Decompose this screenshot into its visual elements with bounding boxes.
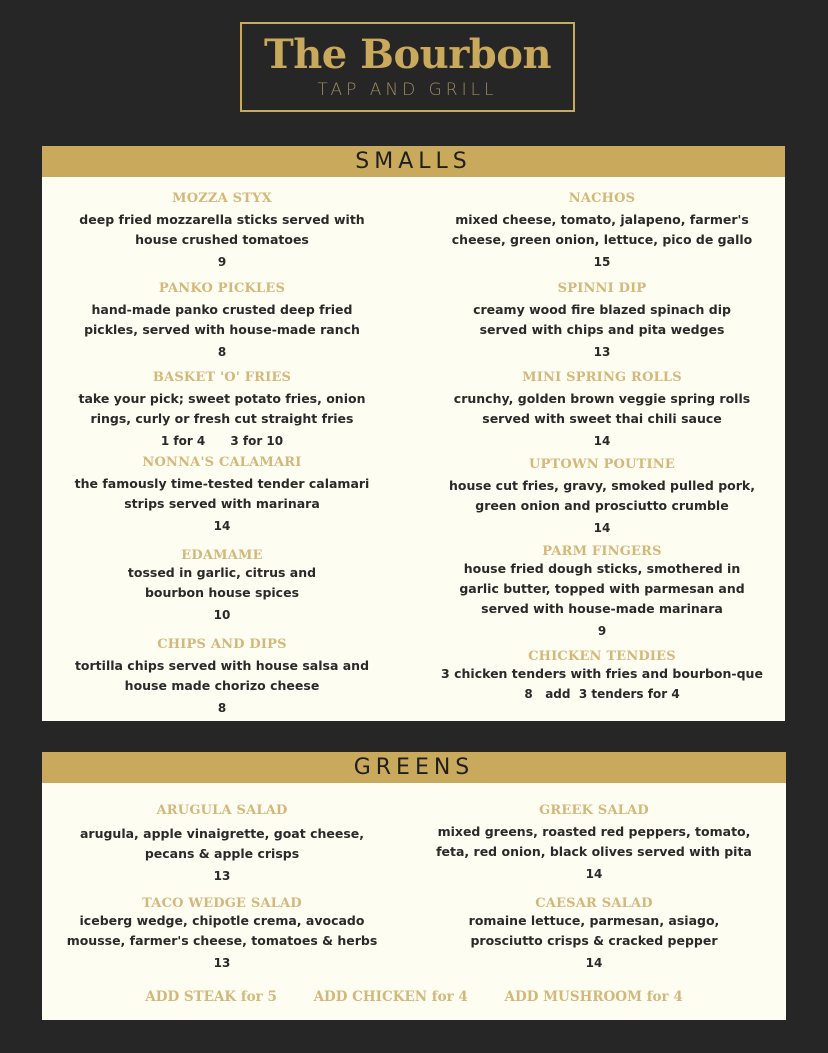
item-name: BASKET 'O' FRIES	[152, 370, 292, 385]
item-description: tossed in garlic, citrus and bourbon house spices	[127, 565, 317, 600]
restaurant-tagline: TAP AND GRILL	[317, 80, 498, 100]
item-price: 8	[217, 701, 227, 715]
item-price: 15	[593, 255, 611, 269]
item-price: 13	[213, 869, 231, 883]
item-description: iceberg wedge, chipotle crema, avocado mousse, farmer's cheese, tomatoes & herbs	[66, 913, 378, 948]
item-description: arugula, apple vinaigrette, goat cheese, pecans & apple crisps	[79, 826, 364, 861]
item-price: 14	[585, 867, 603, 881]
item-description: crunchy, golden brown veggie spring rolls served with sweet thai chili sauce	[453, 391, 751, 426]
item-name: NONNA'S CALAMARI	[142, 455, 302, 470]
menu-item-mozza-styx	[42, 190, 402, 272]
item-price: 14	[213, 519, 231, 533]
addon-mushroom: ADD MUSHROOM for 4	[504, 989, 683, 1005]
item-price: 13	[213, 956, 231, 970]
item-name: MOZZA STYX	[172, 191, 272, 206]
greens-section	[42, 752, 786, 1020]
item-description: take your pick; sweet potato fries, onion rings, curly or fresh cut straight fries	[78, 391, 366, 426]
item-description: house cut fries, gravy, smoked pulled pork, green onion and prosciutto crumble	[449, 478, 755, 513]
restaurant-name: The Bourbon	[263, 31, 552, 78]
item-price: 9	[597, 624, 607, 638]
item-price: 8	[217, 345, 227, 359]
menu-item-chips-and-dips	[42, 636, 402, 718]
menu-item-basket-o-fries	[42, 369, 402, 451]
item-description: house fried dough sticks, smothered in garlic butter, topped with parmesan and served with house-made marinara	[459, 561, 745, 616]
item-name: TACO WEDGE SALAD	[142, 896, 302, 911]
item-name: CHIPS AND DIPS	[157, 637, 287, 652]
menu-item-spinni-dip	[422, 280, 782, 362]
item-description: mixed cheese, tomato, jalapeno, farmer's cheese, green onion, lettuce, pico de gallo	[451, 212, 753, 247]
menu-item-caesar-salad	[414, 895, 774, 973]
item-name: EDAMAME	[181, 548, 263, 563]
addon-steak: ADD STEAK for 5	[145, 989, 277, 1005]
menu-item-arugula-salad	[42, 802, 402, 886]
item-description: romaine lettuce, parmesan, asiago, prosciutto crisps & cracked pepper	[468, 913, 720, 948]
item-description: the famously time-tested tender calamari strips served with marinara	[74, 476, 370, 511]
item-price: 13	[593, 345, 611, 359]
menu-item-taco-wedge-salad	[42, 895, 402, 973]
item-price: 14	[593, 434, 611, 448]
item-name: NACHOS	[568, 191, 636, 206]
item-name: SPINNI DIP	[557, 281, 647, 296]
item-name: CAESAR SALAD	[535, 896, 653, 911]
item-name: PARM FINGERS	[542, 544, 662, 559]
greens-heading: GREENS	[42, 752, 786, 783]
menu-item-nonnas-calamari	[42, 454, 402, 536]
item-name: CHICKEN TENDIES	[528, 649, 676, 664]
addon-chicken: ADD CHICKEN for 4	[313, 989, 468, 1005]
item-name: UPTOWN POUTINE	[529, 457, 675, 472]
menu-item-greek-salad	[414, 802, 774, 884]
item-name: PANKO PICKLES	[158, 281, 286, 296]
item-description: deep fried mozzarella sticks served with house crushed tomatoes	[79, 212, 365, 247]
item-price: 14	[593, 521, 611, 535]
menu-item-parm-fingers	[422, 543, 782, 641]
item-name: ARUGULA SALAD	[156, 803, 288, 818]
menu-item-edamame	[42, 547, 402, 625]
item-name: MINI SPRING ROLLS	[522, 370, 682, 385]
item-description: hand-made panko crusted deep fried pickles, served with house-made ranch	[84, 302, 360, 337]
item-price: 9	[217, 255, 227, 269]
menu-item-nachos	[422, 190, 782, 272]
menu-item-chicken-tendies	[422, 648, 782, 704]
salad-addons	[42, 989, 786, 1005]
menu-item-panko-pickles	[42, 280, 402, 362]
item-price: 1 for 4 3 for 10	[160, 434, 284, 448]
item-name: GREEK SALAD	[539, 803, 649, 818]
item-description: tortilla chips served with house salsa and house made chorizo cheese	[74, 658, 370, 693]
item-price: 8 add 3 tenders for 4	[524, 687, 680, 701]
menu-item-uptown-poutine	[422, 456, 782, 538]
menu-item-mini-spring-rolls	[422, 369, 782, 451]
smalls-heading: SMALLS	[42, 146, 785, 177]
smalls-section	[42, 146, 785, 721]
item-price: 10	[213, 608, 231, 622]
item-description: 3 chicken tenders with fries and bourbon-que	[441, 666, 763, 681]
item-description: mixed greens, roasted red peppers, tomato, feta, red onion, black olives served with pita	[436, 824, 752, 859]
item-description: creamy wood fire blazed spinach dip served with chips and pita wedges	[473, 302, 731, 337]
logo	[240, 22, 575, 112]
item-price: 14	[585, 956, 603, 970]
